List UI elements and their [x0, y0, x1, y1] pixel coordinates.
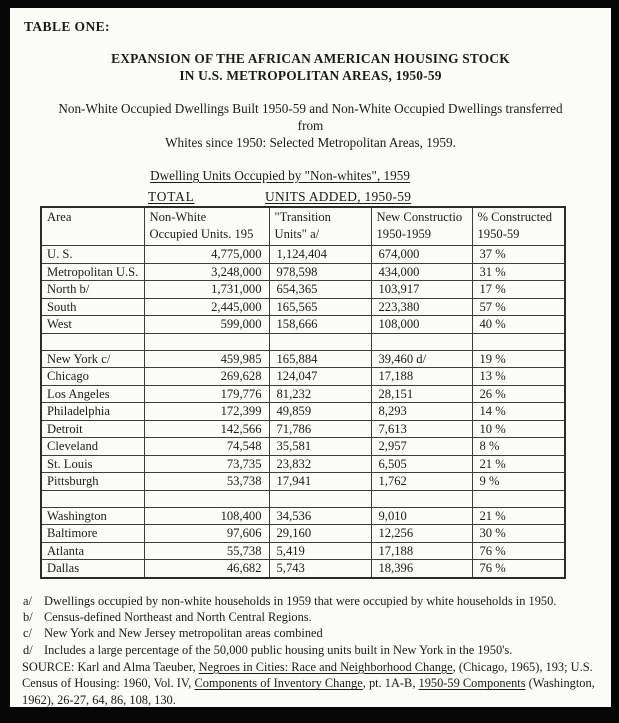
table-row — [41, 542, 565, 560]
cell-transition: 35,581 — [269, 438, 371, 456]
table-row — [41, 473, 565, 491]
cell-pct: 19 % — [472, 350, 565, 368]
cell-pct — [472, 490, 565, 507]
document-page — [10, 8, 611, 707]
cell-pct: 30 % — [472, 525, 565, 543]
cell-transition — [269, 490, 371, 507]
cell-newcon: 9,010 — [371, 507, 472, 525]
table-row — [41, 298, 565, 316]
cell-occupied: 269,628 — [144, 368, 269, 386]
cell-area: Metropolitan U.S. — [41, 263, 144, 281]
footnote-d — [23, 642, 607, 658]
footnotes-block — [23, 593, 607, 658]
table-row — [41, 455, 565, 473]
cell-area: South — [41, 298, 144, 316]
table-row — [41, 316, 565, 334]
cell-newcon — [371, 490, 472, 507]
cell-area: Atlanta — [41, 542, 144, 560]
source-text: SOURCE: Karl and Alma Taeuber, — [22, 660, 199, 674]
cell-pct: 14 % — [472, 403, 565, 421]
cell-newcon: 7,613 — [371, 420, 472, 438]
cell-occupied: 4,775,000 — [144, 246, 269, 264]
cell-occupied: 172,399 — [144, 403, 269, 421]
table-row — [41, 368, 565, 386]
table-row — [41, 403, 565, 421]
column-header-new-construction: New Constructio 1950-1959 — [371, 207, 472, 246]
cell-area — [41, 333, 144, 350]
source-text: , (Chicago, 1965), 193; U.S. Census of Housing: 1960, Vol. IV, — [22, 660, 593, 691]
table-row — [41, 246, 565, 264]
cell-pct: 21 % — [472, 455, 565, 473]
cell-area: Cleveland — [41, 438, 144, 456]
cell-area: St. Louis — [41, 455, 144, 473]
cell-occupied: 599,000 — [144, 316, 269, 334]
cell-pct: 9 % — [472, 473, 565, 491]
cell-pct: 17 % — [472, 281, 565, 299]
cell-pct: 26 % — [472, 385, 565, 403]
footnote-text: New York and New Jersey metropolitan areas combined — [44, 626, 323, 641]
cell-occupied — [144, 333, 269, 350]
cell-pct: 40 % — [472, 316, 565, 334]
cell-occupied — [144, 490, 269, 507]
cell-transition: 71,786 — [269, 420, 371, 438]
subtitle-line-2: from — [297, 117, 324, 133]
cell-occupied: 179,776 — [144, 385, 269, 403]
table-row — [41, 385, 565, 403]
cell-occupied: 74,548 — [144, 438, 269, 456]
spacer-row — [41, 333, 565, 350]
cell-newcon: 223,380 — [371, 298, 472, 316]
footnote-label: a/ — [23, 594, 32, 608]
cell-transition: 17,941 — [269, 473, 371, 491]
cell-occupied: 2,445,000 — [144, 298, 269, 316]
cell-newcon: 12,256 — [371, 525, 472, 543]
footnote-b — [23, 609, 607, 625]
column-header-area: Area — [41, 207, 144, 246]
subtitle-line-1: Non-White Occupied Dwellings Built 1950-59 and Non-White Occupied Dwellings transferred — [58, 101, 563, 116]
cell-newcon: 28,151 — [371, 385, 472, 403]
table-row — [41, 507, 565, 525]
cell-area: Washington — [41, 507, 144, 525]
cell-newcon — [371, 333, 472, 350]
housing-stock-table — [40, 206, 566, 579]
cell-newcon: 103,917 — [371, 281, 472, 299]
cell-transition: 165,565 — [269, 298, 371, 316]
footnote-label: c/ — [23, 626, 32, 641]
source-text: (Washington, 1962), 26-27, 64, 86, 108, 130. — [22, 676, 595, 707]
cell-pct — [472, 333, 565, 350]
cell-transition: 23,832 — [269, 455, 371, 473]
cell-pct: 8 % — [472, 438, 565, 456]
cell-pct: 21 % — [472, 507, 565, 525]
table-row — [41, 350, 565, 368]
column-header-occupied-units: Non-White Occupied Units. 195 — [144, 207, 269, 246]
footnote-label: d/ — [23, 642, 33, 657]
cell-pct: 31 % — [472, 263, 565, 281]
source-book-title: 1950-59 Components — [418, 676, 526, 691]
cell-newcon: 17,188 — [371, 368, 472, 386]
spacer-row — [41, 490, 565, 507]
footnote-label: b/ — [23, 610, 33, 625]
cell-newcon: 18,396 — [371, 560, 472, 578]
cell-newcon: 674,000 — [371, 246, 472, 264]
table-number-label: TABLE ONE: — [24, 19, 110, 34]
cell-area — [41, 490, 144, 507]
cell-transition: 29,160 — [269, 525, 371, 543]
footnote-text: Includes a large percentage of the 50,000 public housing units built in New York in the 1950's. — [44, 642, 513, 657]
table-caption: Dwelling Units Occupied by "Non-whites", 1959 — [150, 168, 410, 183]
cell-newcon: 1,762 — [371, 473, 472, 491]
source-citation — [22, 659, 607, 707]
column-header-pct-constructed: % Constructed 1950-59 — [472, 207, 565, 246]
cell-pct: 10 % — [472, 420, 565, 438]
cell-pct: 13 % — [472, 368, 565, 386]
table-row — [41, 420, 565, 438]
cell-pct: 57 % — [472, 298, 565, 316]
cell-occupied: 459,985 — [144, 350, 269, 368]
cell-newcon: 434,000 — [371, 263, 472, 281]
cell-area: West — [41, 316, 144, 334]
source-book-title: Components of Inventory Change — [194, 676, 363, 691]
cell-pct: 76 % — [472, 542, 565, 560]
cell-transition: 165,884 — [269, 350, 371, 368]
cell-newcon: 6,505 — [371, 455, 472, 473]
footnote-c — [23, 625, 607, 641]
source-book-title: Negroes in Cities: Race and Neighborhood Change — [198, 660, 453, 674]
cell-transition: 81,232 — [269, 385, 371, 403]
cell-area: Los Angeles — [41, 385, 144, 403]
cell-area: Pittsburgh — [41, 473, 144, 491]
cell-transition: 5,743 — [269, 560, 371, 578]
document-subtitle — [10, 101, 611, 151]
table-row — [41, 281, 565, 299]
cell-newcon: 17,188 — [371, 542, 472, 560]
cell-occupied: 1,731,000 — [144, 281, 269, 299]
cell-area: Philadelphia — [41, 403, 144, 421]
cell-area: Baltimore — [41, 525, 144, 543]
title-line-2: IN U.S. METROPOLITAN AREAS, 1950-59 — [179, 67, 442, 83]
table-row — [41, 263, 565, 281]
cell-newcon: 108,000 — [371, 316, 472, 334]
cell-transition: 1,124,404 — [269, 246, 371, 264]
cell-occupied: 3,248,000 — [144, 263, 269, 281]
cell-occupied: 97,606 — [144, 525, 269, 543]
title-line-1: EXPANSION OF THE AFRICAN AMERICAN HOUSING STOCK — [111, 51, 510, 66]
cell-area: New York c/ — [41, 350, 144, 368]
cell-area: Detroit — [41, 420, 144, 438]
cell-area: Chicago — [41, 368, 144, 386]
table-row — [41, 525, 565, 543]
cell-transition: 34,536 — [269, 507, 371, 525]
column-group-total: TOTAL — [148, 189, 195, 204]
cell-pct: 37 % — [472, 246, 565, 264]
cell-occupied: 108,400 — [144, 507, 269, 525]
column-group-units-added: UNITS ADDED, 1950-59 — [265, 189, 412, 204]
cell-occupied: 73,735 — [144, 455, 269, 473]
table-row — [41, 560, 565, 578]
cell-occupied: 55,738 — [144, 542, 269, 560]
cell-transition: 5,419 — [269, 542, 371, 560]
cell-newcon: 39,460 d/ — [371, 350, 472, 368]
subtitle-line-3: Whites since 1950: Selected Metropolitan Areas, 1959. — [165, 134, 456, 150]
cell-occupied: 53,738 — [144, 473, 269, 491]
cell-newcon: 8,293 — [371, 403, 472, 421]
column-header-transition-units: "Transition Units" a/ — [269, 207, 371, 246]
cell-newcon: 2,957 — [371, 438, 472, 456]
cell-area: U. S. — [41, 246, 144, 264]
cell-transition — [269, 333, 371, 350]
cell-transition: 124,047 — [269, 368, 371, 386]
cell-transition: 49,859 — [269, 403, 371, 421]
footnote-text: Dwellings occupied by non-white households in 1959 that were occupied by white households in 1950. — [44, 594, 557, 608]
header-row — [41, 207, 565, 246]
cell-area: Dallas — [41, 560, 144, 578]
footnote-a — [23, 593, 607, 609]
document-title — [10, 51, 611, 84]
cell-occupied: 142,566 — [144, 420, 269, 438]
cell-pct: 76 % — [472, 560, 565, 578]
cell-occupied: 46,682 — [144, 560, 269, 578]
source-text: , pt. 1A-B, — [362, 676, 419, 691]
footnote-text: Census-defined Northeast and North Central Regions. — [44, 610, 312, 625]
cell-transition: 978,598 — [269, 263, 371, 281]
cell-area: North b/ — [41, 281, 144, 299]
table-row — [41, 438, 565, 456]
cell-transition: 654,365 — [269, 281, 371, 299]
cell-transition: 158,666 — [269, 316, 371, 334]
